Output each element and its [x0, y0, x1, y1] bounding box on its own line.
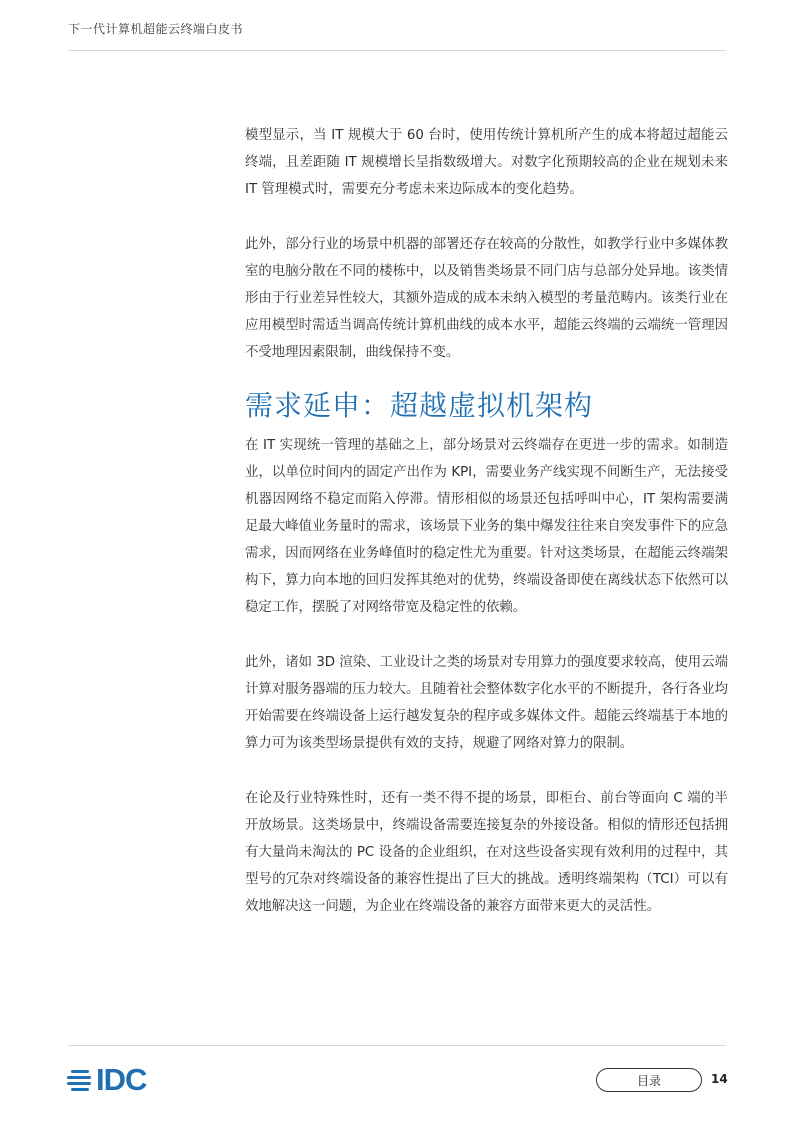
- page-number: 14: [711, 1072, 728, 1086]
- body-paragraph: 模型显示，当 IT 规模大于 60 台时，使用传统计算机所产生的成本将超过超能云终端，且差距随 IT 规模增长呈指数级增大。对数字化预期较高的企业在规划未来 IT 管理模式时，需要充分考虑未来边际成本的变化趋势。: [245, 128, 728, 197]
- section-heading: 需求延申：超越虚拟机架构: [245, 389, 594, 422]
- body-paragraph: 此外，部分行业的场景中机器的部署还存在较高的分散性，如教学行业中多媒体教室的电脑分散在不同的楼栋中，以及销售类场景不同门店与总部分处异地。该类情形由于行业差异性较大，其额外造成的成本未纳入模型的考量范畴内。该类行业在应用模型时需适当调高传统计算机曲线的成本水平，超能云终端的云端统一管理因不受地理因素限制，曲线保持不变。: [245, 237, 728, 360]
- logo-wordmark: IDC: [96, 1061, 147, 1097]
- body-paragraph: 在 IT 实现统一管理的基础之上，部分场景对云终端存在更进一步的需求。如制造业，以单位时间内的固定产出作为 KPI，需要业务产线实现不间断生产，无法接受机器因网络不稳定而陷入停滞。情形相似的场景还包括呼叫中心，IT 架构需要满足最大峰值业务量时的需求，该场景下业务的集中爆发往往来自突发事件下的应急需求，因而网络在业务峰值时的稳定性尤为重要。针对这类场景，在超能云终端架构下，算力向本地的回归发挥其绝对的优势，终端设备即使在离线状态下依然可以稳定工作，摆脱了对网络带宽及稳定性的依赖。: [245, 438, 728, 615]
- footer-divider: [68, 1045, 726, 1046]
- logo-stripes-icon: [67, 1067, 93, 1091]
- toc-button-label: 目录: [636, 1073, 661, 1088]
- main-content: [245, 122, 728, 920]
- document-title: 下一代计算机超能云终端白皮书: [68, 22, 244, 36]
- body-paragraph: 此外，诸如 3D 渲染、工业设计之类的场景对专用算力的强度要求较高，使用云端计算对服务器端的压力较大。且随着社会整体数字化水平的不断提升，各行各业均开始需要在终端设备上运行越发复杂的程序或多媒体文件。超能云终端基于本地的算力可为该类型场景提供有效的支持，规避了网络对算力的限制。: [245, 655, 728, 751]
- idc-logo: [67, 1061, 167, 1097]
- body-paragraph: 在论及行业特殊性时，还有一类不得不提的场景，即柜台、前台等面向 C 端的半开放场景。这类场景中，终端设备需要连接复杂的外接设备。相似的情形还包括拥有大量尚未淘汰的 PC 设备的企业组织，在对这些设备实现有效利用的过程中，其型号的冗杂对终端设备的兼容性提出了巨大的挑战。透明终端架构（TCI）可以有效地解决这一问题，为企业在终端设备的兼容方面带来更大的灵活性。: [245, 791, 728, 914]
- table-of-contents-button[interactable]: [596, 1068, 702, 1092]
- header-divider: [68, 50, 726, 51]
